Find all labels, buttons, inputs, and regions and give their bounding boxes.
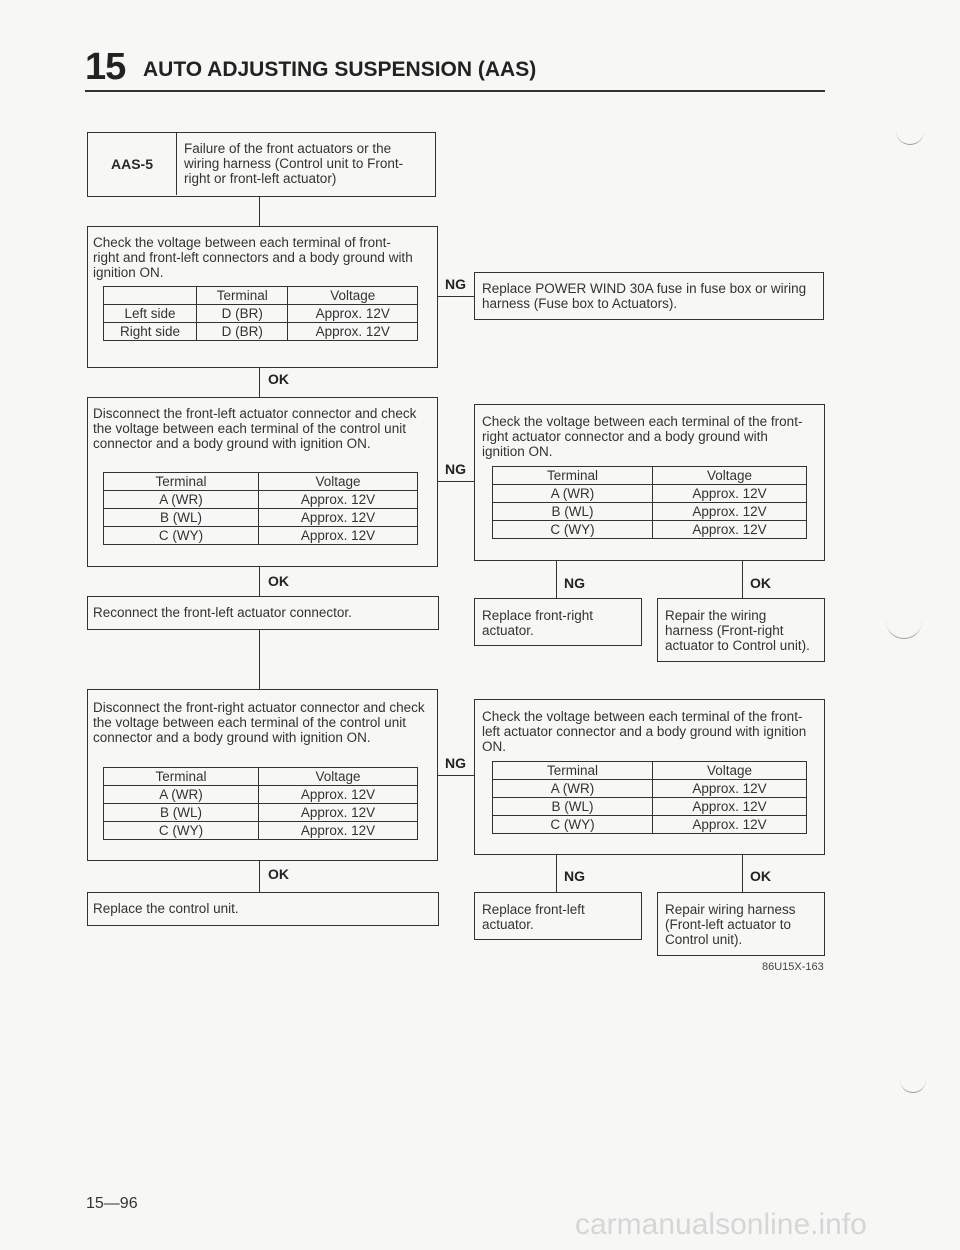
ok-label: OK xyxy=(268,866,289,882)
step1-box xyxy=(87,226,438,368)
ok-label: OK xyxy=(268,371,289,387)
table-cell: Approx. 12V xyxy=(288,323,418,341)
step1-ng-result: Replace POWER WIND 30A fuse in fuse box or wiring harness (Fuse box to Actuators). xyxy=(482,281,807,311)
table-cell: Approx. 12V xyxy=(259,822,418,840)
title-box xyxy=(87,132,436,197)
step4-ng-result: Replace front-left actuator. xyxy=(482,902,585,932)
watermark: carmanualsonline.info xyxy=(575,1208,867,1241)
scan-mark xyxy=(896,128,924,145)
table-cell: B (WL) xyxy=(493,503,653,521)
chapter-header xyxy=(85,44,825,94)
step2-ok-result-box xyxy=(657,598,825,662)
table-cell: Approx. 12V xyxy=(259,804,418,822)
step2-table xyxy=(103,472,418,545)
page-number: 15—96 xyxy=(86,1195,138,1212)
table-cell: Left side xyxy=(104,305,197,323)
connector xyxy=(742,561,743,599)
connector xyxy=(259,567,260,597)
table-header: Voltage xyxy=(259,473,418,491)
table-cell: C (WY) xyxy=(493,521,653,539)
step4-text: Disconnect the front-right actuator connector and check the voltage between each terminal of the control unit connector and a body ground with ignition ON. xyxy=(93,700,425,745)
connector xyxy=(438,296,474,297)
table-cell: C (WY) xyxy=(493,816,653,834)
figure-code: 86U15X-163 xyxy=(762,961,824,973)
step1-text: Check the voltage between each terminal of front-right and front-left connectors and a body ground with ignition ON. xyxy=(93,235,413,280)
step4-ok-result-box xyxy=(657,892,825,956)
table-cell: Approx. 12V xyxy=(653,780,807,798)
table-cell: Approx. 12V xyxy=(259,527,418,545)
table-cell: Approx. 12V xyxy=(288,305,418,323)
step2-ng-table xyxy=(492,466,807,539)
scan-mark xyxy=(886,620,922,639)
scan-mark xyxy=(900,1078,926,1093)
ng-label: NG xyxy=(445,755,466,771)
step1-table xyxy=(103,286,418,341)
table-cell: Approx. 12V xyxy=(259,491,418,509)
step4-ok-result: Repair wiring harness (Front-left actuator to Control unit). xyxy=(665,902,796,947)
step4-ng-text: Check the voltage between each terminal of the front-left actuator connector and a body ground with ignition ON. xyxy=(482,709,807,754)
step3-text: Reconnect the front-left actuator connector. xyxy=(93,605,352,620)
ng-label: NG xyxy=(445,276,466,292)
connector xyxy=(259,368,260,398)
table-header: Voltage xyxy=(259,768,418,786)
connector xyxy=(742,855,743,893)
table-cell: B (WL) xyxy=(104,804,259,822)
step2-ok-result: Repair the wiring harness (Front-right actuator to Control unit). xyxy=(665,608,810,653)
table-cell: Approx. 12V xyxy=(653,485,807,503)
step2-text: Disconnect the front-left actuator connector and check the voltage between each terminal of the control unit connector and a body ground with ignition ON. xyxy=(93,406,417,451)
table-cell: A (WR) xyxy=(493,780,653,798)
table-cell: Approx. 12V xyxy=(653,798,807,816)
connector xyxy=(556,855,557,893)
step4-ng-box xyxy=(474,699,825,855)
ng-label: NG xyxy=(564,868,585,884)
chapter-number: 15 xyxy=(85,46,126,88)
ng-label: NG xyxy=(445,461,466,477)
step5-box xyxy=(87,892,439,926)
table-cell: B (WL) xyxy=(104,509,259,527)
step2-ng-box xyxy=(474,404,825,561)
connector xyxy=(259,197,260,227)
table-header: Voltage xyxy=(653,762,807,780)
table-cell: Approx. 12V xyxy=(653,816,807,834)
ok-label: OK xyxy=(268,573,289,589)
table-cell: Approx. 12V xyxy=(653,503,807,521)
title-description: Failure of the front actuators or the wiring harness (Control unit to Front-right or front-left actuator) xyxy=(184,141,404,186)
table-cell: Right side xyxy=(104,323,197,341)
step2-box xyxy=(87,397,438,567)
table-header: Terminal xyxy=(104,473,259,491)
step4-table xyxy=(103,767,418,840)
table-header: Terminal xyxy=(197,287,288,305)
table-header: Terminal xyxy=(493,467,653,485)
table-header: Voltage xyxy=(288,287,418,305)
table-cell: D (BR) xyxy=(197,323,288,341)
table-cell: A (WR) xyxy=(493,485,653,503)
table-header: Voltage xyxy=(653,467,807,485)
table-cell: Approx. 12V xyxy=(259,509,418,527)
step2-ng-result-box xyxy=(474,598,642,646)
connector xyxy=(259,861,260,893)
table-cell: D (BR) xyxy=(197,305,288,323)
chapter-title: AUTO ADJUSTING SUSPENSION (AAS) xyxy=(143,58,537,81)
ok-label: OK xyxy=(750,868,771,884)
step4-ng-result-box xyxy=(474,892,642,940)
ok-label: OK xyxy=(750,575,771,591)
table-cell: A (WR) xyxy=(104,491,259,509)
step4-box xyxy=(87,689,438,861)
title-code: AAS-5 xyxy=(88,133,177,195)
table-cell: A (WR) xyxy=(104,786,259,804)
table-cell: Approx. 12V xyxy=(653,521,807,539)
step2-ng-result: Replace front-right actuator. xyxy=(482,608,594,638)
step5-text: Replace the control unit. xyxy=(93,901,239,916)
table-cell: C (WY) xyxy=(104,527,259,545)
step4-ng-table xyxy=(492,761,807,834)
connector xyxy=(259,630,260,690)
connector xyxy=(438,775,474,776)
table-cell: C (WY) xyxy=(104,822,259,840)
table-header: Terminal xyxy=(104,768,259,786)
ng-label: NG xyxy=(564,575,585,591)
step2-ng-text: Check the voltage between each terminal of the front-right actuator connector and a body ground with ignition ON. xyxy=(482,414,803,459)
connector xyxy=(556,561,557,599)
table-cell: Approx. 12V xyxy=(259,786,418,804)
connector xyxy=(438,481,474,482)
step3-box xyxy=(87,596,439,630)
table-header: Terminal xyxy=(493,762,653,780)
step1-ng-box xyxy=(474,272,824,320)
table-header xyxy=(104,287,197,305)
header-rule xyxy=(85,90,825,92)
table-cell: B (WL) xyxy=(493,798,653,816)
